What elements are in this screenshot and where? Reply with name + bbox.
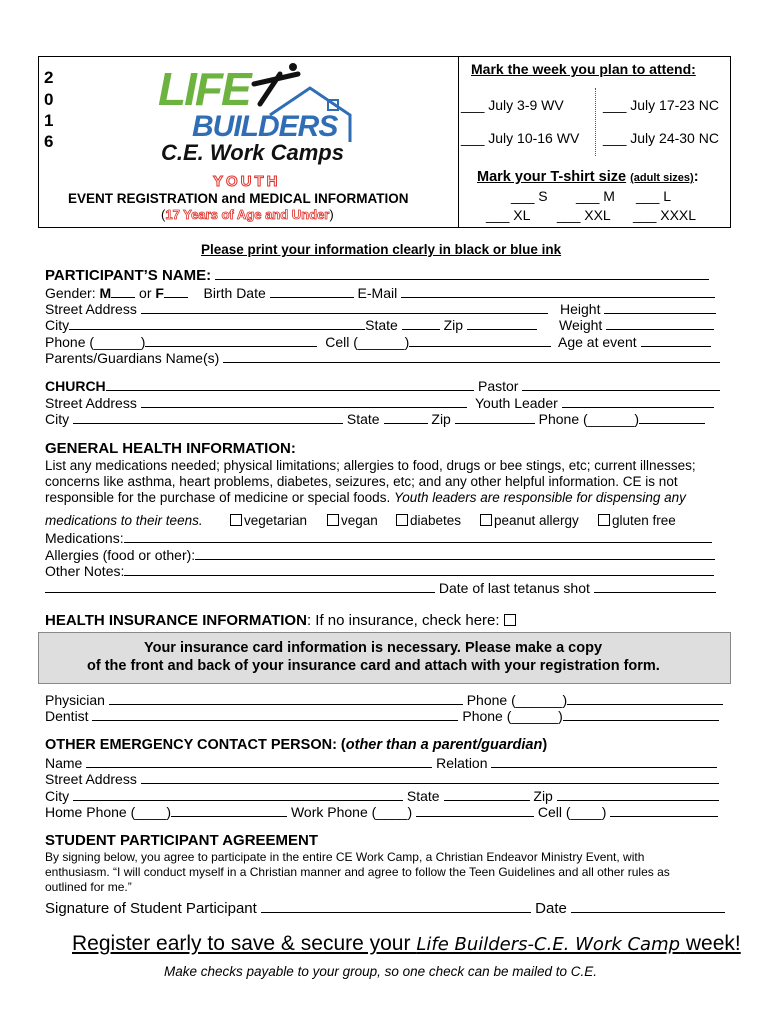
checkbox-icon[interactable] — [598, 514, 610, 526]
dentist-phone-label: Phone (______) — [462, 708, 563, 724]
church-row — [45, 378, 474, 394]
gender-f: F — [155, 285, 164, 301]
checkbox-icon[interactable] — [480, 514, 492, 526]
size-option[interactable]: ___ XXXL — [633, 207, 697, 223]
participant-heading-text: PARTICIPANT’S NAME: — [45, 267, 212, 284]
church-label: CHURCH — [45, 378, 106, 394]
size-option[interactable]: ___ XL — [486, 207, 531, 223]
checks-note: Make checks payable to your group, so one check can be mailed to C.E. — [164, 964, 597, 979]
week-option[interactable]: ___ July 17-23 NC — [603, 97, 719, 113]
checkbox-icon[interactable] — [327, 514, 339, 526]
gender-m-field[interactable] — [111, 285, 135, 298]
city-field[interactable] — [69, 317, 365, 330]
parents-field[interactable] — [223, 350, 720, 363]
health-text-line: concerns like asthma, heart problems, diabetes, seizures, etc; and any other helpful information. CE is not — [45, 474, 678, 489]
checkbox-icon[interactable] — [230, 514, 242, 526]
relation-field[interactable] — [491, 755, 717, 768]
gender-row — [45, 285, 715, 301]
week-option[interactable]: ___ July 10-16 WV — [461, 130, 580, 146]
birth-date-field[interactable] — [270, 285, 354, 298]
physician-phone-label: Phone (______) — [466, 692, 568, 708]
church-city-label: City — [45, 411, 70, 427]
allergies-row — [45, 547, 715, 563]
gender-f-field[interactable] — [164, 285, 188, 298]
dentist-phone-field[interactable] — [563, 708, 719, 721]
health-text-italic-2: medications to their teens. — [45, 513, 203, 528]
diet-option[interactable] — [230, 513, 307, 528]
tshirt-title — [477, 169, 699, 185]
insurance-notice-line: Your insurance card information is necessary. Please make a copy — [144, 640, 603, 656]
weight-row — [559, 317, 714, 333]
signature-row — [45, 900, 725, 917]
cell-field[interactable] — [409, 334, 551, 347]
parents-label: Parents/Guardians Name(s) — [45, 350, 220, 366]
participant-heading — [45, 267, 709, 284]
church-phone-label: Phone (______) — [538, 411, 640, 427]
medications-label: Medications: — [45, 530, 124, 546]
life-builders-logo — [150, 60, 360, 150]
diet-option[interactable] — [480, 513, 579, 528]
tshirt-title-colon: : — [693, 169, 699, 185]
zip-label: Zip — [443, 317, 464, 333]
church-state-field[interactable] — [384, 411, 428, 424]
diet-label: peanut allergy — [494, 513, 579, 528]
year-digit: 0 — [44, 90, 54, 109]
tetanus-label: Date of last tetanus shot — [438, 580, 590, 596]
youth-leader-row — [475, 395, 714, 411]
emergency-cell-field[interactable] — [610, 804, 718, 817]
emergency-city-row — [45, 788, 719, 804]
state-field[interactable] — [402, 317, 440, 330]
emergency-zip-field[interactable] — [557, 788, 719, 801]
physician-field[interactable] — [109, 692, 463, 705]
state-label: State — [365, 317, 398, 333]
medications-row — [45, 530, 712, 546]
diet-label: gluten free — [612, 513, 676, 528]
city-label: City — [45, 317, 70, 333]
diet-label: vegetarian — [244, 513, 308, 528]
height-label: Height — [560, 301, 601, 317]
emergency-street-field[interactable] — [141, 771, 719, 784]
age-note-text: 17 Years of Age and Under — [165, 207, 330, 222]
church-city-field[interactable] — [73, 411, 343, 424]
participant-name-field[interactable] — [215, 267, 709, 280]
pastor-field[interactable] — [522, 378, 720, 391]
city-row — [45, 317, 537, 333]
parents-row — [45, 350, 720, 366]
street-label: Street Address — [45, 301, 137, 317]
zip-field[interactable] — [467, 317, 537, 330]
weight-field[interactable] — [606, 317, 714, 330]
register-early-banner — [72, 932, 741, 956]
emergency-name-label: Name — [45, 755, 83, 771]
insurance-notice-line: of the front and back of your insurance card and attach with your registration form. — [87, 658, 660, 674]
diet-option[interactable] — [327, 513, 378, 528]
emergency-street-label: Street Address — [45, 771, 137, 787]
home-phone-label: Home Phone (____) — [45, 804, 172, 820]
no-insurance-checkbox[interactable] — [504, 614, 516, 626]
tshirt-title-note: (adult sizes) — [630, 172, 694, 184]
youth-leader-field[interactable] — [562, 395, 714, 408]
work-phone-label: Work Phone (____) — [290, 804, 413, 820]
emergency-heading-text: OTHER EMERGENCY CONTACT PERSON: — [45, 737, 337, 753]
checkbox-icon[interactable] — [396, 514, 408, 526]
week-option[interactable]: ___ July 3-9 WV — [461, 97, 564, 113]
signature-field[interactable] — [261, 900, 531, 913]
emergency-cell-label: Cell (____) — [537, 804, 607, 820]
pastor-row — [478, 378, 720, 394]
year-digit: 2 — [44, 68, 54, 87]
subtitle: C.E. Work Camps — [161, 140, 344, 165]
relation-label: Relation — [436, 755, 488, 771]
insurance-no-label: : If no insurance, check here: — [306, 612, 500, 629]
email-field[interactable] — [401, 285, 715, 298]
church-street-row — [45, 395, 467, 411]
church-field[interactable] — [106, 378, 474, 391]
other-notes-field[interactable] — [124, 563, 714, 576]
youth-leader-label: Youth Leader — [475, 395, 558, 411]
year-digit: 1 — [44, 111, 54, 130]
insurance-heading-row — [45, 612, 518, 629]
church-street-label: Street Address — [45, 395, 137, 411]
emergency-name-field[interactable] — [86, 755, 432, 768]
church-phone-field[interactable] — [639, 411, 705, 424]
health-heading: GENERAL HEALTH INFORMATION: — [45, 440, 296, 457]
allergies-label: Allergies (food or other): — [45, 547, 196, 563]
other-notes-label: Other Notes: — [45, 563, 125, 579]
tetanus-field[interactable] — [594, 580, 716, 593]
tshirt-title-text: Mark your T-shirt size — [477, 169, 627, 185]
allergies-field[interactable] — [195, 547, 715, 560]
emergency-phones-row — [45, 804, 718, 820]
church-zip-label: Zip — [431, 411, 451, 427]
logo-life-text: LIFE — [158, 63, 250, 115]
size-option[interactable]: ___ XXL — [557, 207, 611, 223]
agreement-text-line: By signing below, you agree to participate in the entire CE Work Camp, a Christian Endeavor Ministry Event, with — [45, 850, 645, 864]
signature-date-label: Date — [535, 900, 567, 917]
church-city-row — [45, 411, 705, 427]
work-phone-field[interactable] — [416, 804, 534, 817]
tetanus-row — [45, 580, 716, 596]
gender-or: or — [139, 285, 152, 301]
diet-option[interactable] — [598, 513, 676, 528]
register-suffix: week! — [685, 932, 741, 955]
home-phone-field[interactable] — [171, 804, 287, 817]
gender-label: Gender: — [45, 285, 96, 301]
health-text-plain: responsible for the purchase of medicine or special foods. — [45, 490, 391, 505]
street-row — [45, 301, 548, 317]
year-digit: 6 — [44, 132, 54, 151]
age-note: (17 Years of Age and Under) — [161, 207, 334, 222]
signature-label: Signature of Student Participant — [45, 900, 257, 917]
church-street-field[interactable] — [141, 395, 467, 408]
street-field[interactable] — [141, 301, 548, 314]
health-text-line: List any medications needed; physical limitations; allergies to food, drugs or bee stings, etc; current illnesses; — [45, 458, 696, 473]
weeks-title: Mark the week you plan to attend: — [471, 61, 696, 77]
age-label: Age at event — [558, 334, 637, 350]
emergency-street-row — [45, 771, 719, 787]
diet-option[interactable] — [396, 513, 461, 528]
other-notes-row — [45, 563, 714, 579]
pastor-label: Pastor — [478, 378, 519, 394]
emergency-state-field[interactable] — [444, 788, 530, 801]
week-option[interactable]: ___ July 24-30 NC — [603, 130, 719, 146]
height-row — [560, 301, 716, 317]
weight-label: Weight — [559, 317, 603, 333]
church-state-label: State — [346, 411, 380, 427]
phone-label: Phone (______) — [45, 334, 146, 350]
event-title: EVENT REGISTRATION and MEDICAL INFORMATION — [68, 191, 409, 206]
health-text-italic: Youth leaders are responsible for dispensing any — [393, 490, 686, 505]
health-text-line — [45, 490, 686, 505]
age-field[interactable] — [641, 334, 711, 347]
size-option[interactable]: ___ L — [636, 188, 672, 204]
diet-label: diabetes — [410, 513, 462, 528]
cell-label: Cell (______) — [325, 334, 410, 350]
size-option[interactable]: ___ S — [511, 188, 548, 204]
emergency-zip-label: Zip — [533, 788, 553, 804]
physician-row — [45, 692, 723, 708]
header-divider — [458, 56, 459, 228]
emergency-state-label: State — [406, 788, 440, 804]
phone-field[interactable] — [145, 334, 317, 347]
size-option[interactable]: ___ M — [576, 188, 615, 204]
emergency-heading-note: other than a parent/guardian — [345, 737, 543, 753]
dentist-field[interactable] — [92, 708, 458, 721]
dentist-row — [45, 708, 719, 724]
weeks-separator — [595, 88, 596, 156]
physician-phone-field[interactable] — [567, 692, 723, 705]
emergency-name-row — [45, 755, 717, 771]
diet-label: vegan — [341, 513, 378, 528]
dentist-label: Dentist — [45, 708, 89, 724]
phone-row — [45, 334, 551, 350]
agreement-text-line: enthusiasm. “I will conduct myself in a Christian manner and agree to follow the Teen Guidelines and all other rules as — [45, 865, 670, 879]
agreement-heading: STUDENT PARTICIPANT AGREEMENT — [45, 832, 319, 849]
logo-builders-text: BUILDERS — [192, 110, 338, 143]
email-label: E-Mail — [357, 285, 398, 301]
signature-date-field[interactable] — [571, 900, 725, 913]
youth-label: YOUTH — [213, 173, 281, 190]
agreement-text-line: outlined for me.” — [45, 880, 132, 894]
other-notes-field-2[interactable] — [45, 580, 435, 593]
age-row — [558, 334, 711, 350]
register-italic: Life Builders-C.E. Work Camp — [416, 934, 681, 955]
physician-label: Physician — [45, 692, 105, 708]
medications-field[interactable] — [124, 530, 712, 543]
birth-date-label: Birth Date — [203, 285, 266, 301]
church-zip-field[interactable] — [455, 411, 535, 424]
gender-m: M — [99, 285, 112, 301]
emergency-city-label: City — [45, 788, 70, 804]
register-prefix: Register early to save & secure your — [72, 932, 411, 955]
emergency-heading: OTHER EMERGENCY CONTACT PERSON: (other than a parent/guardian) — [45, 737, 548, 753]
emergency-city-field[interactable] — [73, 788, 403, 801]
print-note: Please print your information clearly in black or blue ink — [201, 242, 562, 257]
insurance-heading: HEALTH INSURANCE INFORMATION — [45, 612, 307, 629]
height-field[interactable] — [604, 301, 716, 314]
